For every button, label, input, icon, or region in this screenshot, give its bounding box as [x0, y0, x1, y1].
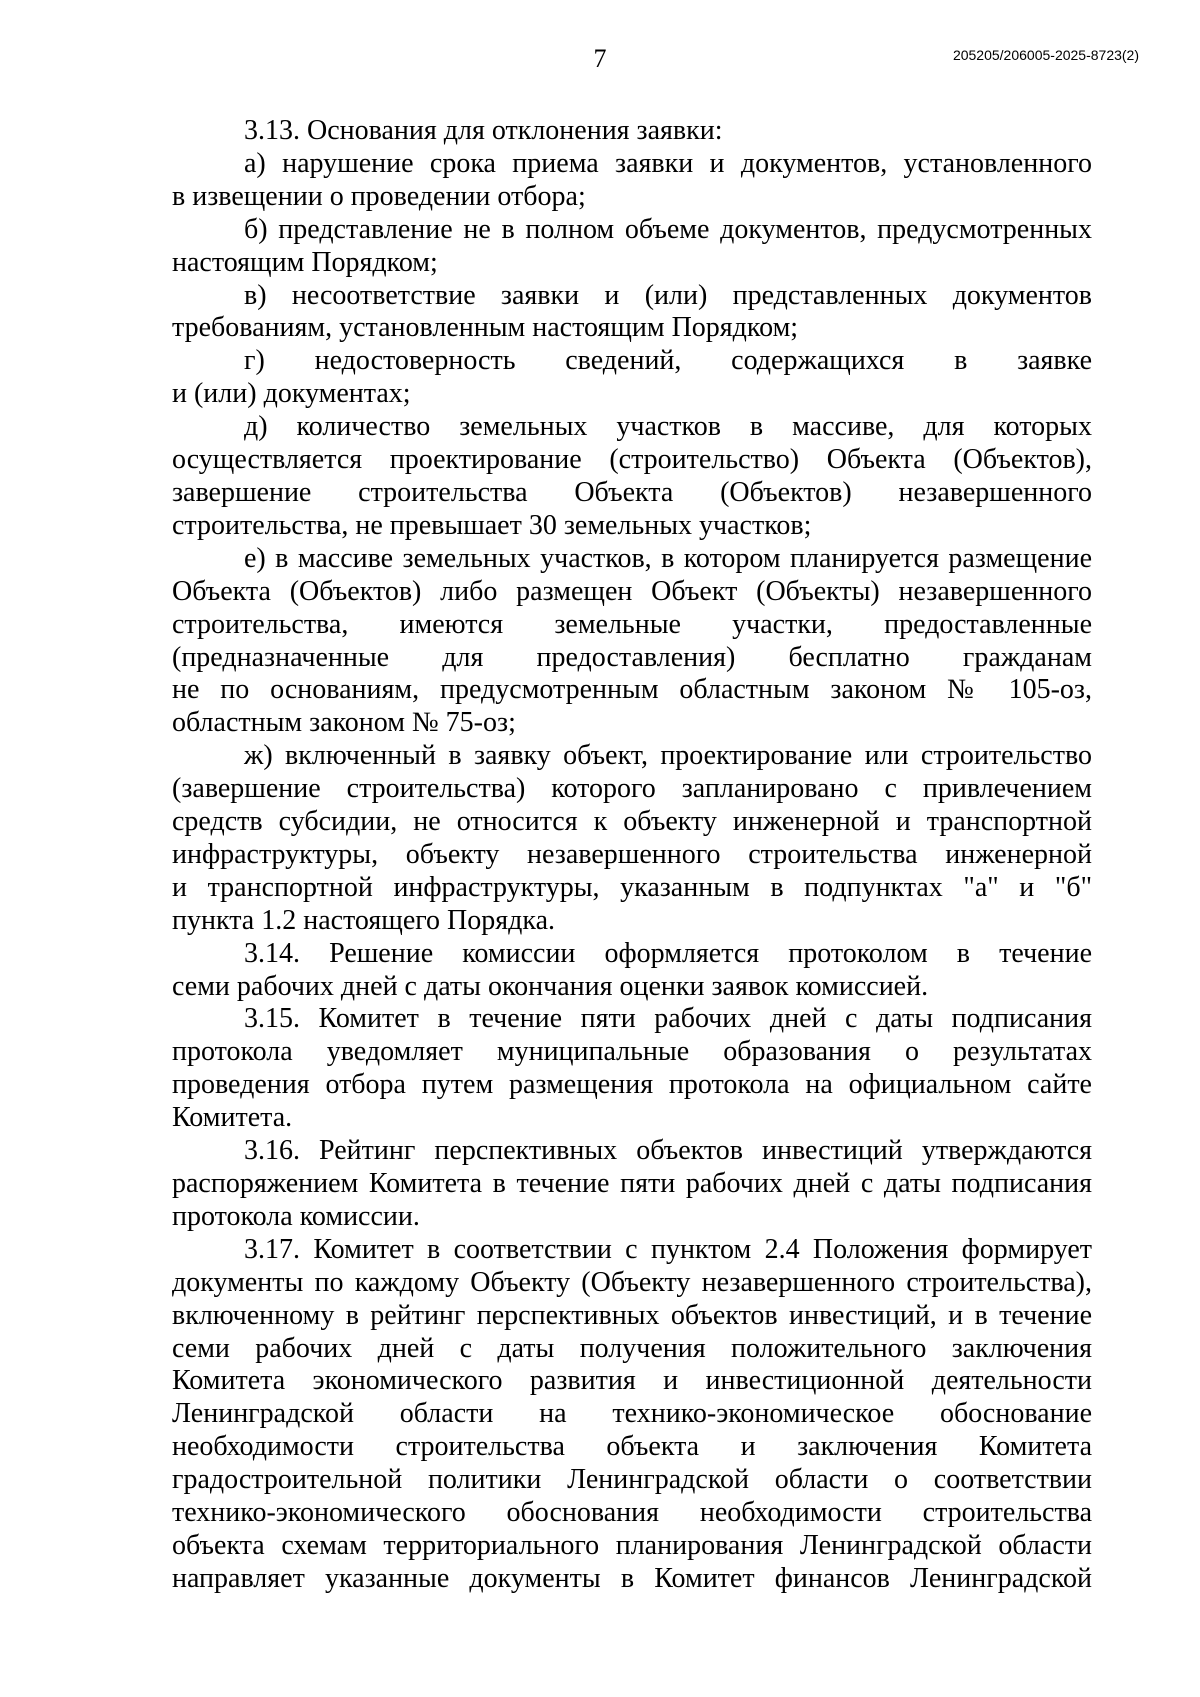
- clause-3-16-line: протокола комиссии.: [172, 1200, 420, 1232]
- clause-3-15-line: 3.15. Комитет в течение пяти рабочих дней с даты подписания: [244, 1003, 1092, 1035]
- subclause-zh-line: (завершение строительства) которого запланировано с привлечением: [172, 773, 1092, 805]
- clause-3-17-line: объекта схемам территориального планирования Ленинградской области: [172, 1529, 1092, 1561]
- clause-3-16-line: 3.16. Рейтинг перспективных объектов инвестиций утверждаются: [244, 1135, 1092, 1167]
- clause-3-17-line: Комитета экономического развития и инвестиционной деятельности: [172, 1365, 1092, 1397]
- clause-3-16-line: распоряжением Комитета в течение пяти рабочих дней с даты подписания: [172, 1168, 1092, 1199]
- page-number: 7: [593, 44, 607, 73]
- subclause-b-line: б) представление не в полном объеме документов, предусмотренных: [244, 213, 1092, 245]
- subclause-e-line: (предназначенные для предоставления) бесплатно гражданам: [172, 641, 1092, 673]
- clause-3-15-line: Комитета.: [172, 1102, 293, 1134]
- clause-3-17-line: документы по каждому Объекту (Объекту незавершенного строительства),: [172, 1266, 1092, 1298]
- document-id: 205205/206005-2025-8723(2): [952, 47, 1139, 63]
- clause-3-17-line: необходимости строительства объекта и заключения Комитета: [172, 1431, 1092, 1463]
- subclause-d-line: осуществляется проектирование (строительство) Объекта (Объектов),: [172, 444, 1092, 476]
- subclause-d-line: строительства, не превышает 30 земельных участков;: [172, 509, 812, 541]
- clause-3-15-line: протокола уведомляет муниципальные образования о результатах: [172, 1036, 1092, 1068]
- subclause-v-line: в) несоответствие заявки и (или) представленных документов: [244, 279, 1092, 311]
- subclause-g-line: г) недостоверность сведений, содержащихся в заявке: [244, 345, 1092, 377]
- subclause-d-line: д) количество земельных участков в массиве, для которых: [244, 411, 1092, 443]
- clause-3-14-line: семи рабочих дней с даты окончания оценки заявок комиссией.: [172, 970, 929, 1002]
- subclause-v-line: требованиям, установленным настоящим Порядком;: [172, 312, 799, 344]
- clause-3-17-line: Ленинградской области на технико-экономическое обоснование: [172, 1398, 1092, 1430]
- subclause-a-line: в извещении о проведении отбора;: [172, 180, 586, 212]
- subclause-zh-line: средств субсидии, не относится к объекту инженерной и транспортной: [172, 806, 1092, 838]
- subclause-zh-line: пункта 1.2 настоящего Порядка.: [172, 904, 555, 936]
- clause-3-17-line: включенному в рейтинг перспективных объектов инвестиций, и в течение: [172, 1299, 1092, 1331]
- clause-3-17-line: технико-экономического обоснования необходимости строительства: [172, 1497, 1092, 1529]
- subclause-e-line: не по основаниям, предусмотренным областным законом № 105-оз,: [172, 674, 1092, 706]
- clause-3-17-line: градостроительной политики Ленинградской области о соответствии: [172, 1464, 1092, 1496]
- clause-3-17-line: 3.17. Комитет в соответствии с пунктом 2.4 Положения формирует: [244, 1233, 1092, 1265]
- clause-3-15-line: проведения отбора путем размещения протокола на официальном сайте: [172, 1069, 1092, 1101]
- clause-3-14-line: 3.14. Решение комиссии оформляется протоколом в течение: [244, 937, 1092, 969]
- clause-3-17-line: направляет указанные документы в Комитет финансов Ленинградской: [172, 1562, 1092, 1594]
- subclause-e-line: Объекта (Объектов) либо размещен Объект (Объекты) незавершенного: [172, 575, 1092, 607]
- subclause-b-line: настоящим Порядком;: [172, 246, 438, 278]
- clause-3-17-line: семи рабочих дней с даты получения положительного заключения: [172, 1332, 1092, 1364]
- subclause-e-line: е) в массиве земельных участков, в котором планируется размещение: [244, 542, 1092, 574]
- document-body: [172, 115, 1092, 1596]
- subclause-zh-line: ж) включенный в заявку объект, проектирование или строительство: [244, 740, 1092, 772]
- subclause-e-line: строительства, имеются земельные участки, предоставленные: [172, 608, 1092, 640]
- subclause-d-line: завершение строительства Объекта (Объектов) незавершенного: [172, 476, 1092, 508]
- subclause-g-line: и (или) документах;: [172, 378, 411, 410]
- subclause-zh-line: инфраструктуры, объекту незавершенного строительства инженерной: [172, 838, 1092, 870]
- subclause-e-line: областным законом № 75-оз;: [172, 707, 516, 739]
- subclause-zh-line: и транспортной инфраструктуры, указанным в подпунктах "а" и "б": [172, 871, 1092, 903]
- clause-3-13-heading: 3.13. Основания для отклонения заявки:: [244, 115, 723, 146]
- subclause-a-line: а) нарушение срока приема заявки и документов, установленного: [244, 147, 1092, 179]
